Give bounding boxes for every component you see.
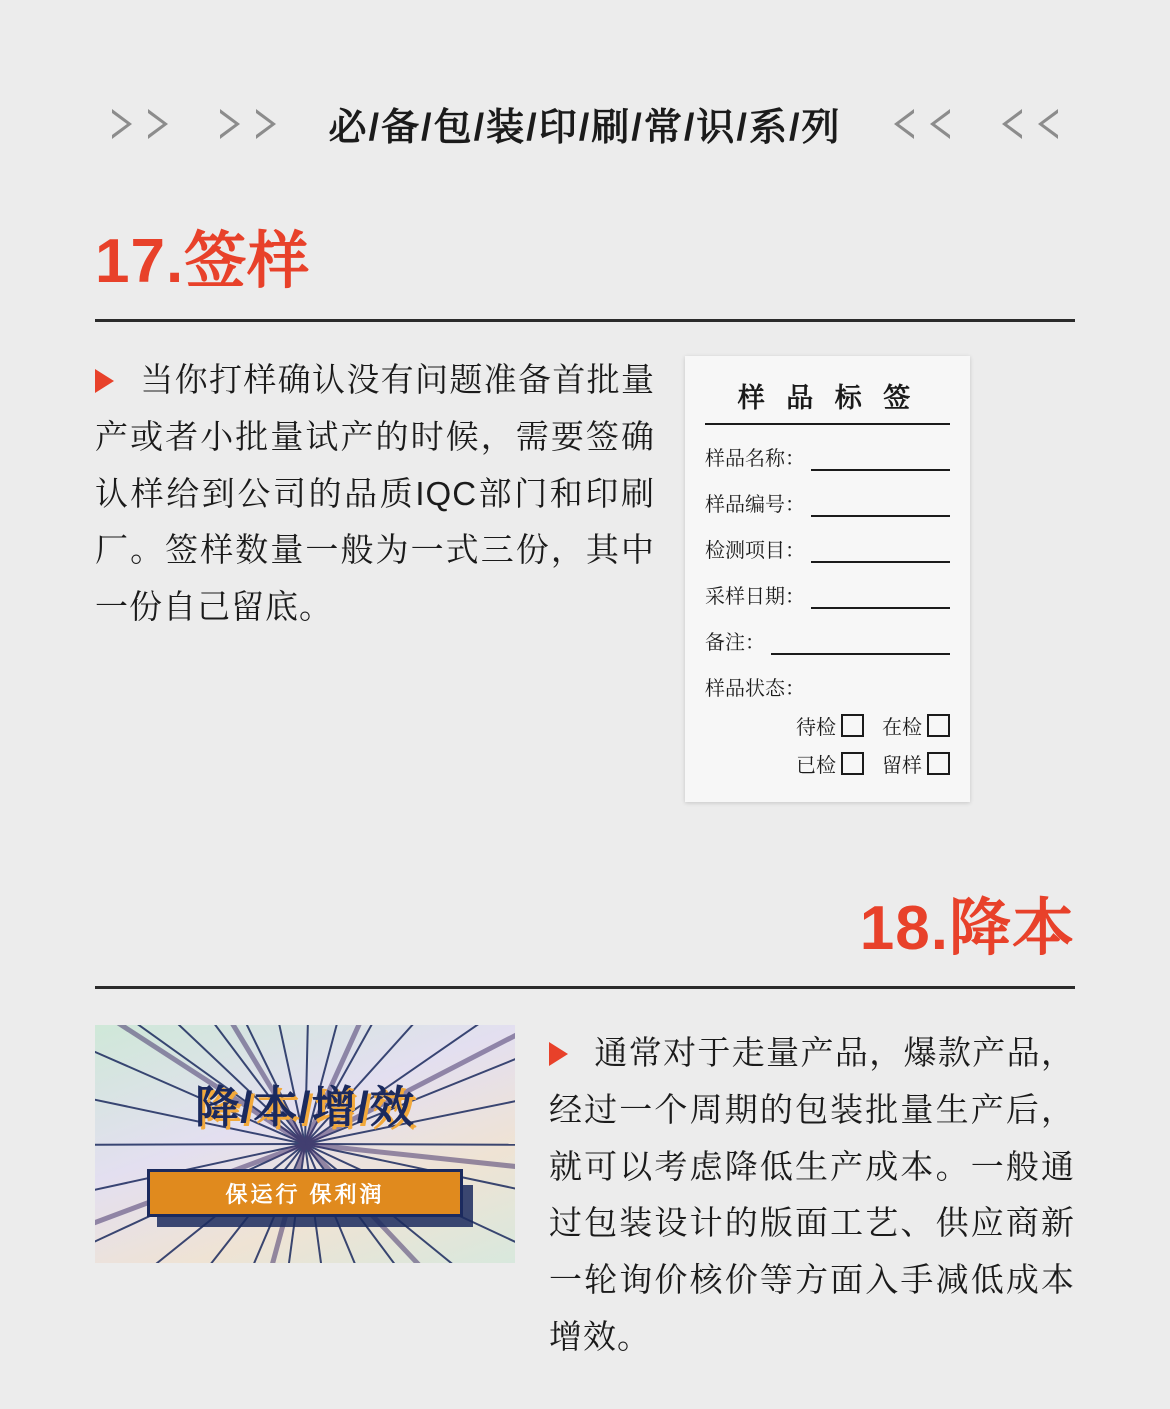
- checkbox-box[interactable]: [841, 752, 864, 775]
- write-line: [811, 497, 950, 517]
- poster-subtitle-bar: [147, 1169, 463, 1217]
- field-sampling-date: [705, 580, 950, 609]
- bullet-triangle-icon: [95, 369, 114, 393]
- write-line: [811, 451, 950, 471]
- field-label: 采样日期：: [705, 586, 805, 608]
- triangle-right-icon: [112, 109, 134, 139]
- write-line: [771, 635, 950, 655]
- page-title: 必/备/包/装/印/刷/常/识/系/列: [328, 107, 842, 149]
- triangle-left-icon: [1000, 109, 1022, 139]
- field-status-label: 样品状态：: [705, 678, 805, 700]
- checkbox-in-test[interactable]: [882, 711, 950, 740]
- triangle-right-icon: [220, 109, 242, 139]
- write-line: [811, 543, 950, 563]
- write-line: [811, 589, 950, 609]
- checkbox-box[interactable]: [841, 714, 864, 737]
- field-sample-number: [705, 488, 950, 517]
- section-17-text-block: [95, 352, 655, 636]
- checkbox-box[interactable]: [927, 752, 950, 775]
- triangle-left-icon: [928, 109, 950, 139]
- section-17-title: 17.签样: [95, 227, 311, 296]
- checkbox-label: 在检: [882, 717, 922, 739]
- checkbox-tested[interactable]: [796, 749, 864, 778]
- poster-title: 降/本/增/效: [195, 1083, 415, 1132]
- section-18-paragraph: 通常对于走量产品，爆款产品，经过一个周期的包装批量生产后，就可以考虑降低生产成本。一般通过包装设计的版面工艺、供应商新一轮询价核价等方面入手减低成本增效。: [549, 1034, 1075, 1355]
- checkbox-pending[interactable]: [796, 711, 864, 740]
- status-checkbox-group: [705, 711, 950, 778]
- field-label: 样品编号：: [705, 494, 805, 516]
- checkbox-label: 已检: [796, 755, 836, 777]
- ray-burst-decoration: [95, 1025, 515, 1263]
- section-17-paragraph: 当你打样确认没有问题准备首批量产或者小批量试产的时候，需要签确认样给到公司的品质IQC部门和印刷厂。签样数量一般为一式三份，其中一份自己留底。: [95, 361, 655, 625]
- field-test-item: [705, 534, 950, 563]
- checkbox-retained[interactable]: [882, 749, 950, 778]
- divider: [95, 986, 1075, 989]
- field-label: 检测项目：: [705, 540, 805, 562]
- field-remark: [705, 626, 950, 655]
- triangle-right-icon: [256, 109, 278, 139]
- sample-label-title: 样 品 标 签: [705, 376, 950, 425]
- field-sample-name: [705, 442, 950, 471]
- divider: [95, 319, 1075, 322]
- bullet-triangle-icon: [549, 1042, 568, 1066]
- field-label: 备注：: [705, 632, 765, 654]
- checkbox-box[interactable]: [927, 714, 950, 737]
- section-18: [0, 894, 1170, 1366]
- poster-subtitle: 保运行 保利润: [225, 1181, 385, 1207]
- page-header: [0, 0, 1170, 151]
- triangle-left-icon: [1036, 109, 1058, 139]
- cost-reduction-poster: [95, 1025, 515, 1263]
- section-18-text-block: [549, 1025, 1075, 1366]
- triangle-left-icon: [892, 109, 914, 139]
- checkbox-label: 留样: [882, 755, 922, 777]
- section-17: [0, 227, 1170, 802]
- triangle-right-icon: [148, 109, 170, 139]
- checkbox-label: 待检: [796, 717, 836, 739]
- field-label: 样品名称：: [705, 448, 805, 470]
- sample-label-card: [685, 356, 970, 802]
- section-18-title: 18.降本: [859, 894, 1075, 963]
